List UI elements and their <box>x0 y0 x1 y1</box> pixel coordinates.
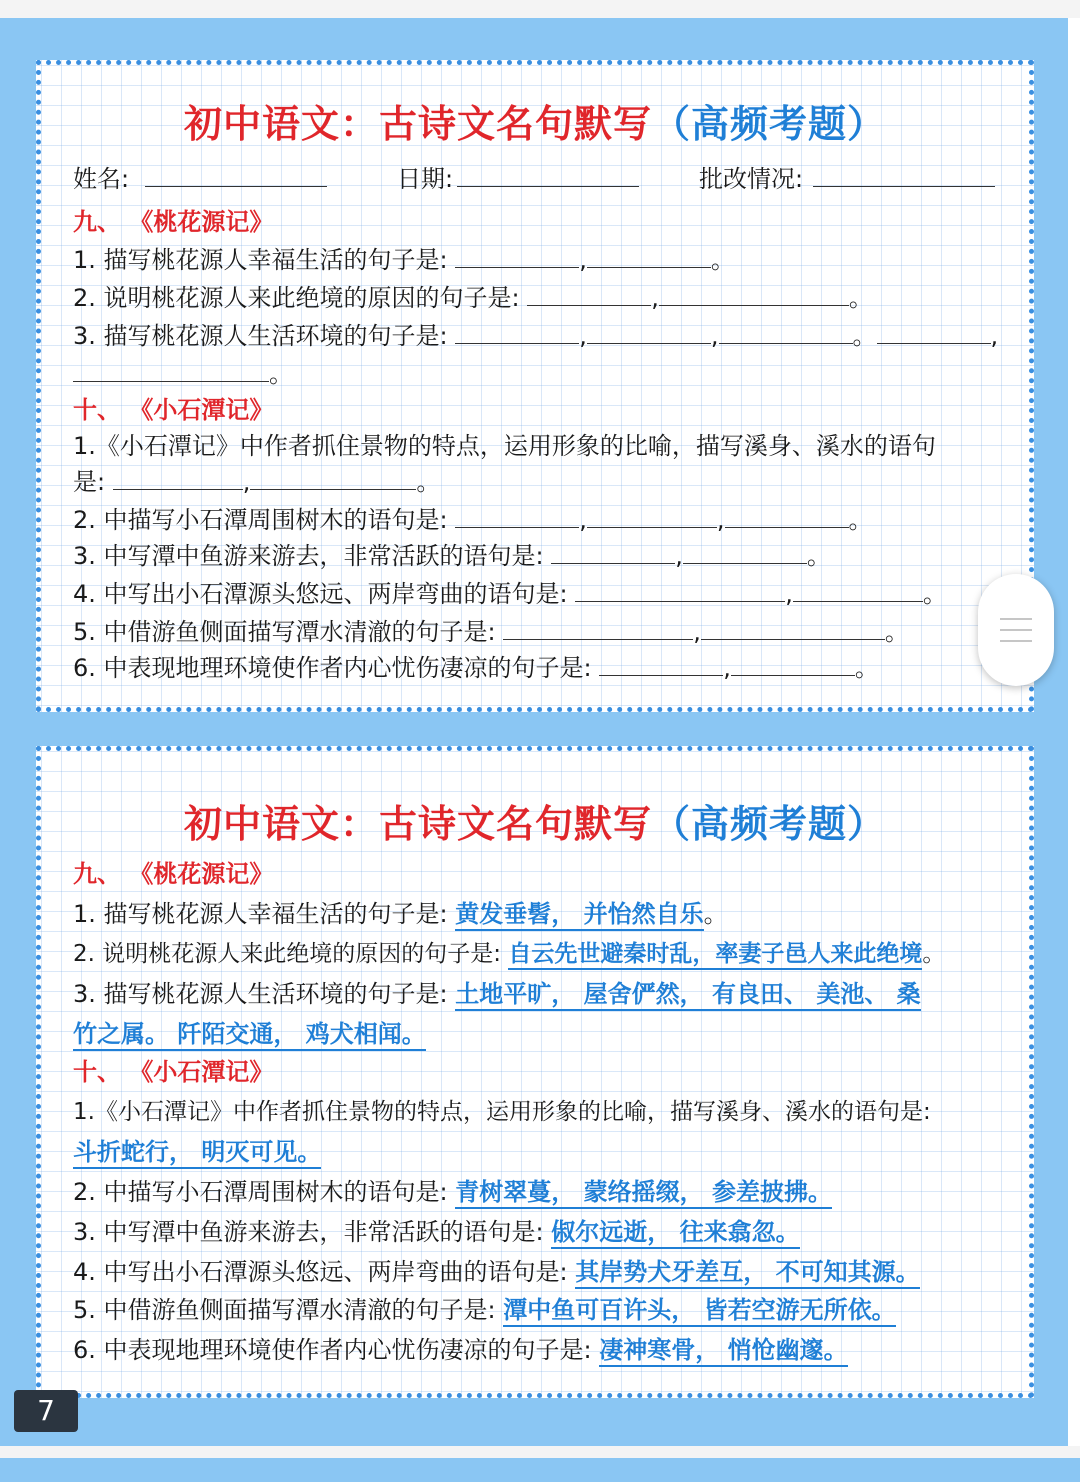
answer-text: 竹之属。 阡陌交通， 鸡犬相闻。 <box>73 1020 426 1051</box>
question: 3. 中写潭中鱼游来游去，非常活跃的语句是: , 。 <box>73 542 831 570</box>
answer-blank[interactable] <box>793 579 923 602</box>
answer-text: 青树翠蔓， 蒙络摇缀， 参差披拂。 <box>455 1178 832 1209</box>
answer-blank[interactable] <box>659 283 849 306</box>
answer-continued <box>73 1137 321 1167</box>
answer-text: 黄发垂髫， 并怡然自乐 <box>455 900 703 931</box>
question: 4. 中写出小石潭源头悠远、两岸弯曲的语句是: , 。 <box>73 580 947 608</box>
question-continued: 。 <box>73 359 293 389</box>
name-field: 姓名: <box>73 159 327 194</box>
answer-blank[interactable] <box>455 505 579 528</box>
section-heading: 十、 《小石潭记》 <box>73 1058 274 1086</box>
answer-blank[interactable] <box>575 579 785 602</box>
answer-key-title: 初中语文：古诗文名句默写（高频考题） <box>183 802 887 846</box>
bottom-strip <box>0 1446 1080 1482</box>
answer-blank[interactable] <box>551 541 675 564</box>
question: 1. 描写桃花源人幸福生活的句子是: 黄发垂髫， 并怡然自乐。 <box>73 899 728 929</box>
question: 1. 描写桃花源人幸福生活的句子是: , 。 <box>73 246 735 274</box>
menu-icon <box>1000 629 1032 631</box>
grading-field: 批改情况: <box>699 159 995 194</box>
answer-blank[interactable] <box>113 467 243 490</box>
grading-blank[interactable] <box>813 164 995 187</box>
answer-blank[interactable] <box>719 321 853 344</box>
question: 6. 中表现地理环境使作者内心忧伤凄凉的句子是: 凄神寒骨， 悄怆幽邃。 <box>73 1335 848 1365</box>
answer-text: 自云先世避秦时乱，率妻子邑人来此绝境 <box>508 941 922 970</box>
answer-key-card <box>36 746 1034 1398</box>
answer-text: 其岸势犬牙差互， 不可知其源。 <box>575 1258 919 1289</box>
question: 3. 中写潭中鱼游来游去，非常活跃的语句是: 俶尔远逝， 往来翕忽。 <box>73 1217 800 1247</box>
question: 5. 中借游鱼侧面描写潭水清澈的句子是: 潭中鱼可百许头， 皆若空游无所依。 <box>73 1295 896 1325</box>
top-strip <box>0 0 1080 18</box>
worksheet-title: 初中语文：古诗文名句默写（高频考题） <box>183 102 887 146</box>
answer-blank[interactable] <box>725 505 849 528</box>
question: 2. 说明桃花源人来此绝境的原因的句子是: 自云先世避秦时乱，率妻子邑人来此绝境。 <box>73 939 945 969</box>
answer-text: 凄神寒骨， 悄怆幽邃。 <box>599 1336 847 1367</box>
menu-button[interactable] <box>978 574 1054 686</box>
answer-text: 土地平旷， 屋舍俨然， 有良田、 美池、 桑 <box>455 980 920 1011</box>
question: 5. 中借游鱼侧面描写潭水清澈的句子是: , 。 <box>73 618 909 646</box>
question: 2. 中描写小石潭周围树木的语句是: , , 。 <box>73 506 873 534</box>
date-blank[interactable] <box>457 164 639 187</box>
answer-blank[interactable] <box>455 245 579 268</box>
question: 2. 说明桃花源人来此绝境的原因的句子是: , 。 <box>73 284 873 312</box>
answer-blank[interactable] <box>587 321 711 344</box>
section-heading: 九、 《桃花源记》 <box>73 208 274 236</box>
answer-blank[interactable] <box>503 617 693 640</box>
answer-text: 潭中鱼可百许头， 皆若空游无所依。 <box>503 1296 895 1327</box>
question: 4. 中写出小石潭源头悠远、两岸弯曲的语句是: 其岸势犬牙差互， 不可知其源。 <box>73 1257 920 1287</box>
answer-blank[interactable] <box>587 505 717 528</box>
answer-continued <box>73 1019 426 1049</box>
answer-blank[interactable] <box>587 245 711 268</box>
name-blank[interactable] <box>145 164 327 187</box>
section-heading: 十、 《小石潭记》 <box>73 396 274 424</box>
question: 6. 中表现地理环境使作者内心忧伤凄凉的句子是: , 。 <box>73 654 879 682</box>
answer-blank[interactable] <box>701 617 885 640</box>
answer-blank[interactable] <box>250 467 416 490</box>
answer-blank[interactable] <box>527 283 651 306</box>
section-heading: 九、 《桃花源记》 <box>73 860 274 888</box>
answer-blank[interactable] <box>877 321 991 344</box>
answer-text: 斗折蛇行， 明灭可见。 <box>73 1138 321 1169</box>
date-field: 日期: <box>397 159 639 194</box>
menu-icon <box>1000 640 1032 642</box>
question: 3. 描写桃花源人生活环境的句子是: 土地平旷， 屋舍俨然， 有良田、 美池、 桑 <box>73 979 921 1009</box>
question: 1.《小石潭记》中作者抓住景物的特点，运用形象的比喻，描写溪身、溪水的语句是: <box>73 1099 931 1125</box>
worksheet-card <box>36 60 1034 712</box>
answer-blank[interactable] <box>683 541 807 564</box>
answer-blank[interactable] <box>731 653 855 676</box>
question: 2. 中描写小石潭周围树木的语句是: 青树翠蔓， 蒙络摇缀， 参差披拂。 <box>73 1177 832 1207</box>
page-number-badge: 7 <box>14 1390 78 1432</box>
answer-blank[interactable] <box>455 321 579 344</box>
answer-blank[interactable] <box>599 653 723 676</box>
question: 1.《小石潭记》中作者抓住景物的特点，运用形象的比喻，描写溪身、溪水的语句 <box>73 432 936 460</box>
question-continued: 是: , 。 <box>73 468 441 496</box>
answer-text: 俶尔远逝， 往来翕忽。 <box>551 1218 799 1249</box>
question: 3. 描写桃花源人生活环境的句子是: , , 。 , <box>73 322 999 350</box>
menu-icon <box>1000 618 1032 620</box>
answer-blank[interactable] <box>73 359 269 382</box>
